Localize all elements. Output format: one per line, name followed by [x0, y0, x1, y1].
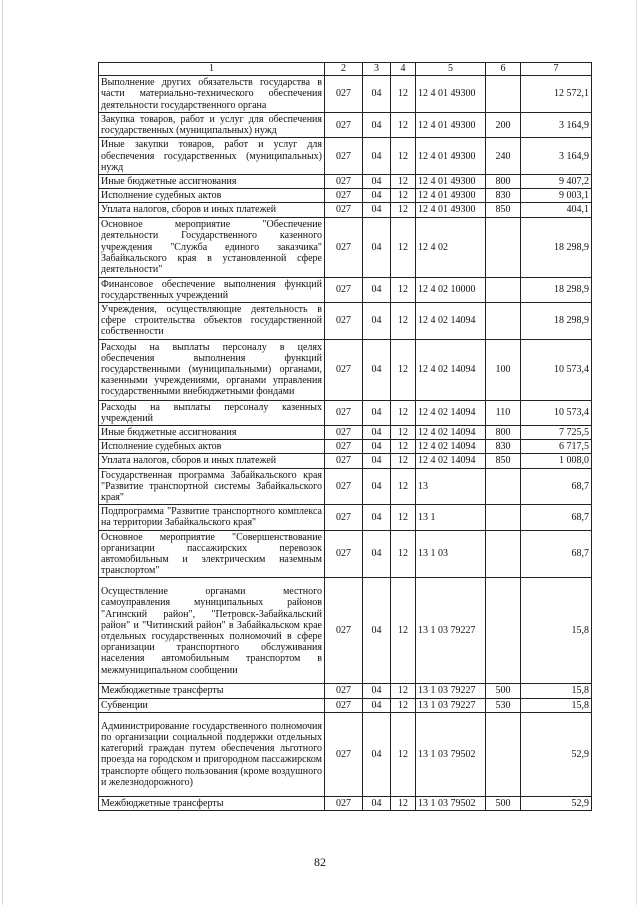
code-expense-type-cell	[486, 505, 521, 530]
table-row	[99, 530, 592, 578]
code-section-cell: 04	[363, 339, 391, 400]
amount-cell: 52,9	[521, 796, 592, 810]
code-expense-type-cell: 240	[486, 138, 521, 175]
code-target-cell: 12 4 02 14094	[416, 426, 486, 440]
code-subsection-cell: 12	[391, 277, 416, 302]
table-row	[99, 578, 592, 684]
code-expense-type-cell: 530	[486, 698, 521, 712]
table-row	[99, 76, 592, 113]
code-subsection-cell: 12	[391, 400, 416, 425]
code-target-cell: 12 4 02 14094	[416, 339, 486, 400]
code-expense-type-cell: 110	[486, 400, 521, 425]
amount-cell: 7 725,5	[521, 426, 592, 440]
amount-cell: 18 298,9	[521, 217, 592, 277]
table-header-row	[99, 63, 592, 76]
code-main-cell: 027	[325, 712, 363, 796]
code-target-cell: 13	[416, 468, 486, 505]
row-name-cell: Учреждения, осуществляющие деятельность в сфере строительства объектов государственной собственности	[99, 303, 325, 340]
table-row	[99, 138, 592, 175]
column-header: 5	[416, 63, 486, 76]
row-name-cell: Исполнение судебных актов	[99, 440, 325, 454]
code-main-cell: 027	[325, 203, 363, 217]
amount-cell: 12 572,1	[521, 76, 592, 113]
amount-cell: 3 164,9	[521, 113, 592, 138]
code-main-cell: 027	[325, 217, 363, 277]
row-name-cell: Расходы на выплаты персоналу в целях обеспечения выполнения функций государственными (муниципальными) органами, казенными учреждениями, органами управления государственными внебюджетными фондами	[99, 339, 325, 400]
code-target-cell: 12 4 02	[416, 217, 486, 277]
amount-cell: 68,7	[521, 530, 592, 578]
code-target-cell: 13 1 03 79227	[416, 698, 486, 712]
code-main-cell: 027	[325, 339, 363, 400]
code-main-cell: 027	[325, 468, 363, 505]
table-row	[99, 684, 592, 698]
table-row	[99, 339, 592, 400]
code-section-cell: 04	[363, 530, 391, 578]
code-section-cell: 04	[363, 578, 391, 684]
row-name-cell: Финансовое обеспечение выполнения функций государственных учреждений	[99, 277, 325, 302]
amount-cell: 9 407,2	[521, 175, 592, 189]
code-section-cell: 04	[363, 426, 391, 440]
amount-cell: 10 573,4	[521, 400, 592, 425]
code-subsection-cell: 12	[391, 189, 416, 203]
scan-edge-left	[2, 0, 3, 905]
code-section-cell: 04	[363, 712, 391, 796]
amount-cell: 1 008,0	[521, 454, 592, 468]
amount-cell: 15,8	[521, 684, 592, 698]
code-main-cell: 027	[325, 426, 363, 440]
amount-cell: 404,1	[521, 203, 592, 217]
code-subsection-cell: 12	[391, 303, 416, 340]
column-header: 3	[363, 63, 391, 76]
row-name-cell: Уплата налогов, сборов и иных платежей	[99, 454, 325, 468]
code-main-cell: 027	[325, 189, 363, 203]
code-expense-type-cell	[486, 712, 521, 796]
table-row	[99, 712, 592, 796]
code-target-cell: 13 1	[416, 505, 486, 530]
code-expense-type-cell	[486, 468, 521, 505]
code-section-cell: 04	[363, 796, 391, 810]
code-expense-type-cell	[486, 277, 521, 302]
code-section-cell: 04	[363, 400, 391, 425]
code-main-cell: 027	[325, 454, 363, 468]
code-target-cell: 12 4 02 14094	[416, 454, 486, 468]
table-row	[99, 175, 592, 189]
code-target-cell: 13 1 03	[416, 530, 486, 578]
table-row	[99, 426, 592, 440]
code-main-cell: 027	[325, 138, 363, 175]
code-section-cell: 04	[363, 505, 391, 530]
code-subsection-cell: 12	[391, 339, 416, 400]
code-main-cell: 027	[325, 440, 363, 454]
code-expense-type-cell	[486, 303, 521, 340]
code-subsection-cell: 12	[391, 440, 416, 454]
code-subsection-cell: 12	[391, 426, 416, 440]
row-name-cell: Иные бюджетные ассигнования	[99, 426, 325, 440]
code-target-cell: 12 4 01 49300	[416, 175, 486, 189]
code-main-cell: 027	[325, 303, 363, 340]
row-name-cell: Закупка товаров, работ и услуг для обеспечения государственных (муниципальных) нужд	[99, 113, 325, 138]
code-expense-type-cell	[486, 76, 521, 113]
code-subsection-cell: 12	[391, 113, 416, 138]
amount-cell: 18 298,9	[521, 303, 592, 340]
code-subsection-cell: 12	[391, 138, 416, 175]
code-subsection-cell: 12	[391, 698, 416, 712]
column-header: 6	[486, 63, 521, 76]
code-subsection-cell: 12	[391, 76, 416, 113]
table-row	[99, 454, 592, 468]
code-section-cell: 04	[363, 468, 391, 505]
code-main-cell: 027	[325, 277, 363, 302]
row-name-cell: Межбюджетные трансферты	[99, 796, 325, 810]
row-name-cell: Основное мероприятие "Совершенствование организации пассажирских перевозок автомобильным и электрическим наземным транспортом"	[99, 530, 325, 578]
row-name-cell: Исполнение судебных актов	[99, 189, 325, 203]
code-target-cell: 12 4 02 14094	[416, 440, 486, 454]
code-expense-type-cell	[486, 530, 521, 578]
scan-edge-right	[636, 0, 637, 905]
table-row	[99, 189, 592, 203]
code-subsection-cell: 12	[391, 684, 416, 698]
code-section-cell: 04	[363, 698, 391, 712]
code-expense-type-cell: 100	[486, 339, 521, 400]
amount-cell: 10 573,4	[521, 339, 592, 400]
code-target-cell: 12 4 01 49300	[416, 189, 486, 203]
code-main-cell: 027	[325, 698, 363, 712]
code-target-cell: 12 4 02 14094	[416, 303, 486, 340]
code-section-cell: 04	[363, 217, 391, 277]
column-header: 4	[391, 63, 416, 76]
code-section-cell: 04	[363, 303, 391, 340]
code-main-cell: 027	[325, 175, 363, 189]
row-name-cell: Расходы на выплаты персоналу казенных учреждений	[99, 400, 325, 425]
code-subsection-cell: 12	[391, 454, 416, 468]
code-main-cell: 027	[325, 76, 363, 113]
code-target-cell: 13 1 03 79227	[416, 684, 486, 698]
code-target-cell: 12 4 02 10000	[416, 277, 486, 302]
code-target-cell: 13 1 03 79227	[416, 578, 486, 684]
code-expense-type-cell	[486, 578, 521, 684]
code-expense-type-cell: 830	[486, 189, 521, 203]
table-row	[99, 303, 592, 340]
code-section-cell: 04	[363, 175, 391, 189]
code-expense-type-cell: 200	[486, 113, 521, 138]
table-row	[99, 203, 592, 217]
code-target-cell: 12 4 01 49300	[416, 138, 486, 175]
code-target-cell: 13 1 03 79502	[416, 796, 486, 810]
code-expense-type-cell: 500	[486, 684, 521, 698]
amount-cell: 18 298,9	[521, 277, 592, 302]
code-subsection-cell: 12	[391, 578, 416, 684]
code-expense-type-cell: 800	[486, 426, 521, 440]
row-name-cell: Выполнение других обязательств государства в части материально-технического обеспечения деятельности государственного органа	[99, 76, 325, 113]
code-section-cell: 04	[363, 203, 391, 217]
row-name-cell: Осуществление органами местного самоуправления муниципальных районов "Агинский район", "Петровск-Забайкальский район" и "Читинский район" в Забайкальском крае отдельных государственных полномочий в сфере организации транспортного обслуживания населения автомобильным транспортом в межмуниципальном сообщении	[99, 578, 325, 684]
code-target-cell: 12 4 01 49300	[416, 203, 486, 217]
code-main-cell: 027	[325, 505, 363, 530]
code-expense-type-cell: 850	[486, 454, 521, 468]
amount-cell: 68,7	[521, 468, 592, 505]
code-main-cell: 027	[325, 578, 363, 684]
code-subsection-cell: 12	[391, 505, 416, 530]
amount-cell: 3 164,9	[521, 138, 592, 175]
code-section-cell: 04	[363, 189, 391, 203]
table-row	[99, 796, 592, 810]
column-header: 1	[99, 63, 325, 76]
table-row	[99, 698, 592, 712]
amount-cell: 15,8	[521, 698, 592, 712]
code-main-cell: 027	[325, 530, 363, 578]
code-subsection-cell: 12	[391, 530, 416, 578]
amount-cell: 68,7	[521, 505, 592, 530]
row-name-cell: Иные бюджетные ассигнования	[99, 175, 325, 189]
budget-table	[98, 62, 592, 811]
table-row	[99, 400, 592, 425]
code-section-cell: 04	[363, 684, 391, 698]
table-row	[99, 277, 592, 302]
code-section-cell: 04	[363, 113, 391, 138]
code-subsection-cell: 12	[391, 203, 416, 217]
code-section-cell: 04	[363, 138, 391, 175]
table-row	[99, 505, 592, 530]
row-name-cell: Подпрограмма "Развитие транспортного комплекса на территории Забайкальского края"	[99, 505, 325, 530]
code-expense-type-cell: 830	[486, 440, 521, 454]
column-header: 2	[325, 63, 363, 76]
amount-cell: 6 717,5	[521, 440, 592, 454]
code-expense-type-cell: 850	[486, 203, 521, 217]
code-section-cell: 04	[363, 454, 391, 468]
row-name-cell: Государственная программа Забайкальского края "Развитие транспортной системы Забайкальского края"	[99, 468, 325, 505]
table-row	[99, 113, 592, 138]
row-name-cell: Уплата налогов, сборов и иных платежей	[99, 203, 325, 217]
code-target-cell: 12 4 01 49300	[416, 76, 486, 113]
code-section-cell: 04	[363, 277, 391, 302]
code-main-cell: 027	[325, 684, 363, 698]
column-header: 7	[521, 63, 592, 76]
code-target-cell: 12 4 02 14094	[416, 400, 486, 425]
code-subsection-cell: 12	[391, 468, 416, 505]
page-number: 82	[314, 855, 326, 869]
row-name-cell: Субвенции	[99, 698, 325, 712]
code-expense-type-cell: 800	[486, 175, 521, 189]
row-name-cell: Межбюджетные трансферты	[99, 684, 325, 698]
row-name-cell: Администрирование государственного полномочия по организации социальной поддержки отдельных категорий граждан путем обеспечения льготного проезда на городском и пригородном пассажирском транспорте общего пользования (кроме воздушного и железнодорожного)	[99, 712, 325, 796]
table-row	[99, 468, 592, 505]
code-target-cell: 12 4 01 49300	[416, 113, 486, 138]
table-row	[99, 440, 592, 454]
table-row	[99, 217, 592, 277]
code-main-cell: 027	[325, 796, 363, 810]
code-section-cell: 04	[363, 76, 391, 113]
code-subsection-cell: 12	[391, 796, 416, 810]
code-target-cell: 13 1 03 79502	[416, 712, 486, 796]
code-main-cell: 027	[325, 400, 363, 425]
amount-cell: 9 003,1	[521, 189, 592, 203]
amount-cell: 52,9	[521, 712, 592, 796]
code-subsection-cell: 12	[391, 217, 416, 277]
row-name-cell: Основное мероприятие "Обеспечение деятельности Государственного казенного учреждения "Служба единого заказчика" Забайкальского края в установленной сфере деятельности"	[99, 217, 325, 277]
code-subsection-cell: 12	[391, 712, 416, 796]
code-section-cell: 04	[363, 440, 391, 454]
code-expense-type-cell	[486, 217, 521, 277]
row-name-cell: Иные закупки товаров, работ и услуг для обеспечения государственных (муниципальных) нужд	[99, 138, 325, 175]
amount-cell: 15,8	[521, 578, 592, 684]
code-subsection-cell: 12	[391, 175, 416, 189]
code-expense-type-cell: 500	[486, 796, 521, 810]
code-main-cell: 027	[325, 113, 363, 138]
